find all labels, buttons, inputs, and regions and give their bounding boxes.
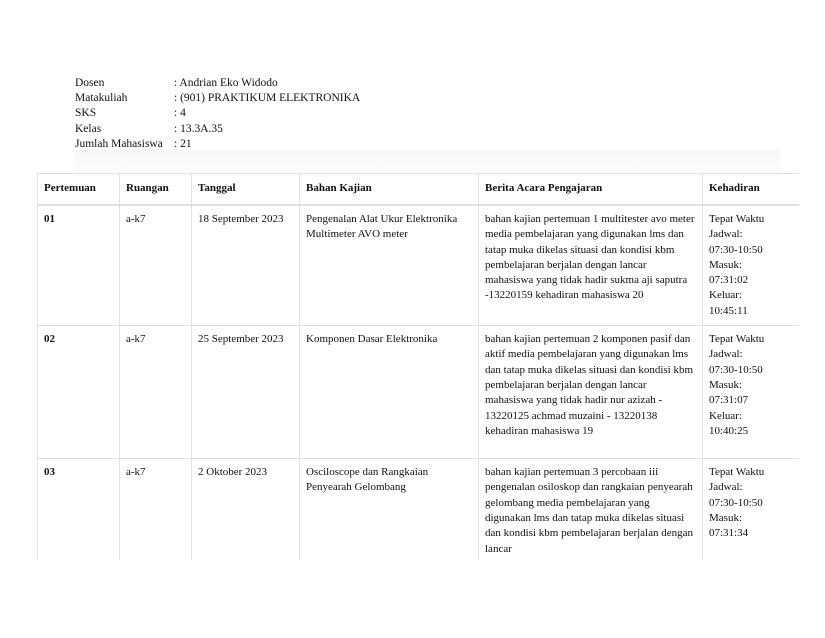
table-row: [38, 326, 800, 459]
column-header-tanggal: Tanggal: [192, 174, 300, 206]
kehadiran-masuk-label: Masuk:: [709, 511, 742, 524]
column-header-kehadiran: Kehadiran: [703, 174, 800, 206]
table-header-row: [38, 174, 800, 206]
info-row-kelas: [75, 122, 360, 137]
cell-ruangan: a-k7: [120, 459, 192, 560]
column-header-berita-acara: Berita Acara Pengajaran: [479, 174, 703, 206]
kehadiran-keluar-label: Keluar:: [709, 409, 742, 422]
course-info: [75, 76, 360, 152]
info-value: : 4: [174, 107, 186, 120]
info-label: Kelas: [75, 122, 102, 135]
info-row-sks: [75, 106, 360, 121]
attendance-table: [37, 173, 799, 560]
info-label: Matakuliah: [75, 92, 128, 105]
info-value: : 13.3A.35: [174, 122, 223, 135]
cell-tanggal: 2 Oktober 2023: [192, 459, 300, 560]
attendance-table-container: [37, 173, 799, 560]
info-label: Jumlah Mahasiswa: [75, 137, 163, 150]
info-value: : (901) PRAKTIKUM ELEKTRONIKA: [174, 92, 361, 105]
kehadiran-jadwal-label: Jadwal:: [709, 228, 743, 241]
cell-berita-acara: bahan kajian pertemuan 3 percobaan iii pengenalan osiloskop dan rangkaian penyearah gelombang media pembelajaran yang digunakan lms dan tatap muka dikelas situasi dan kondisi kbm pembelajaran berjalan dengan lancar: [479, 459, 703, 560]
cell-kehadiran: [703, 205, 800, 326]
cell-tanggal: 25 September 2023: [192, 326, 300, 459]
table-row: [38, 205, 800, 326]
table-row: [38, 459, 800, 560]
kehadiran-masuk-value: 07:31:02: [709, 274, 749, 287]
cell-berita-acara: bahan kajian pertemuan 2 komponen pasif dan aktif media pembelajaran yang digunakan lms dan tatap muka dikelas situasi dan kondisi kbm pembelajaran berjalan dengan lancar mahasiswa yang tidak hadir nur azizah - 13220125 achmad muzaini - 13220138 kehadiran mahasiswa 19: [479, 326, 703, 459]
info-label: SKS: [75, 107, 97, 120]
cell-bahan-kajian: Pengenalan Alat Ukur Elektronika Multimeter AVO meter: [300, 205, 479, 326]
kehadiran-keluar-value: 10:45:11: [709, 304, 748, 317]
kehadiran-masuk-label: Masuk:: [709, 258, 742, 271]
cell-pertemuan: 03: [38, 459, 120, 560]
kehadiran-status: Tepat Waktu: [709, 466, 765, 479]
info-row-matakuliah: [75, 91, 360, 106]
cell-ruangan: a-k7: [120, 205, 192, 326]
column-header-bahan-kajian: Bahan Kajian: [300, 174, 479, 206]
kehadiran-status: Tepat Waktu: [709, 213, 765, 225]
info-value: : Andrian Eko Widodo: [174, 77, 278, 89]
cell-pertemuan: 01: [38, 205, 120, 326]
info-label: Dosen: [75, 77, 105, 89]
kehadiran-masuk-value: 07:31:07: [709, 394, 749, 407]
kehadiran-masuk-label: Masuk:: [709, 378, 742, 391]
kehadiran-jadwal-value: 07:30-10:50: [709, 496, 763, 509]
kehadiran-keluar-value: 10:40:25: [709, 424, 749, 437]
cell-kehadiran: [703, 459, 800, 560]
cell-berita-acara: bahan kajian pertemuan 1 multitester avo meter media pembelajaran yang digunakan lms dan tatap muka dikelas situasi dan kondisi kbm pembelajaran berjalan dengan lancar mahasiswa yang tidak hadir sukma aji saputra -13220159 kehadiran mahasiswa 20: [479, 205, 703, 326]
info-value: : 21: [174, 137, 192, 150]
cell-kehadiran: [703, 326, 800, 459]
kehadiran-jadwal-value: 07:30-10:50: [709, 363, 763, 376]
cell-bahan-kajian: Osciloscope dan Rangkaian Penyearah Gelombang: [300, 459, 479, 560]
kehadiran-masuk-value: 07:31:34: [709, 527, 749, 540]
column-header-ruangan: Ruangan: [120, 174, 192, 206]
info-row-dosen: [75, 76, 360, 91]
kehadiran-jadwal-label: Jadwal:: [709, 481, 743, 494]
kehadiran-keluar-label: Keluar:: [709, 289, 742, 302]
cell-ruangan: a-k7: [120, 326, 192, 459]
kehadiran-jadwal-value: 07:30-10:50: [709, 243, 763, 256]
kehadiran-jadwal-label: Jadwal:: [709, 348, 743, 361]
cell-pertemuan: 02: [38, 326, 120, 459]
column-header-pertemuan: Pertemuan: [38, 174, 120, 206]
kehadiran-status: Tepat Waktu: [709, 333, 765, 346]
cell-bahan-kajian: Komponen Dasar Elektronika: [300, 326, 479, 459]
cell-tanggal: 18 September 2023: [192, 205, 300, 326]
